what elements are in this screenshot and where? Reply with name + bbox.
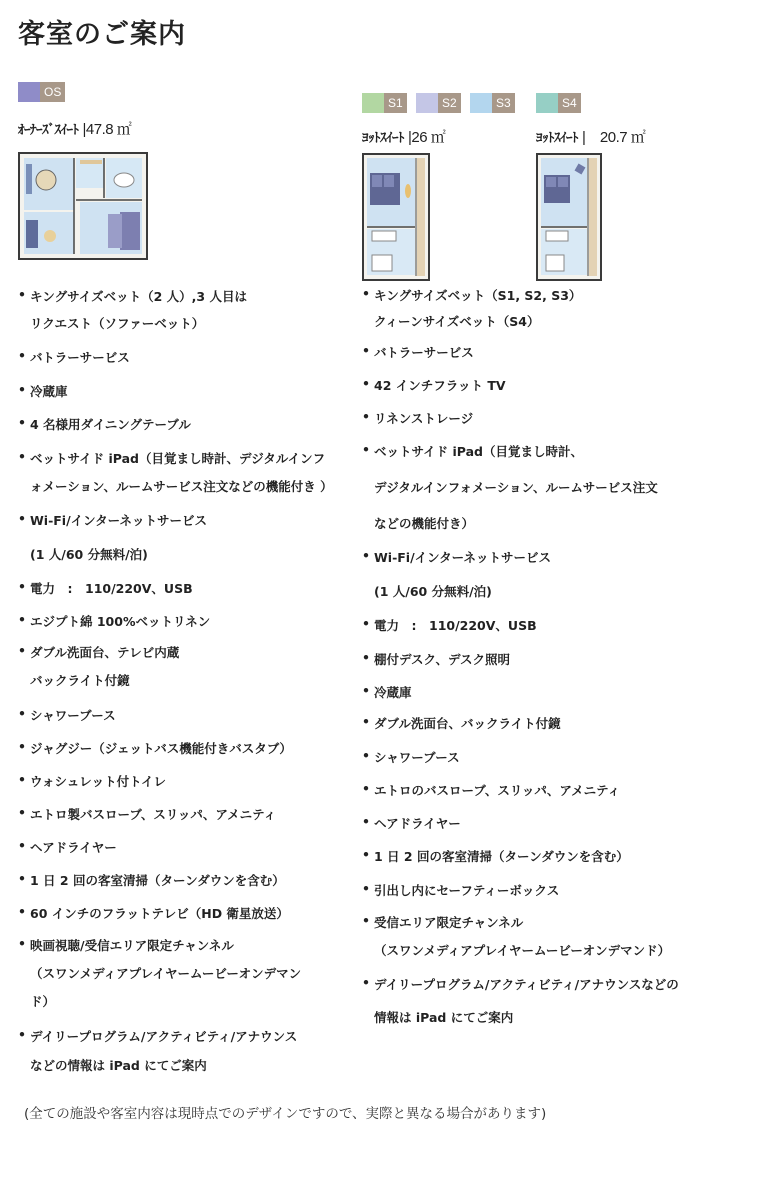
feature-text: 1 日 2 回の客室清掃（ターンダウンを含む） <box>30 873 285 888</box>
feature-text: Wi-Fi/インターネットサービス <box>374 550 552 565</box>
feature-text: Wi-Fi/インターネットサービス <box>30 513 208 528</box>
feature-text: エトロ製バスローブ、スリッパ、アメニティ <box>30 807 277 822</box>
bullet: • <box>18 449 26 464</box>
feature-text: 電力 : 110/220V、USB <box>374 618 537 633</box>
floor-plan-yacht-suite-b <box>536 153 602 281</box>
feature-text: キングサイズベット（2 人）,3 人目は <box>30 289 247 304</box>
feature-text: ベットサイド iPad（目覚まし時計、デジタルインフ <box>30 451 326 466</box>
feature-text: （スワンメディアプレイヤームービーオンデマン <box>30 966 302 981</box>
room-code: S1 <box>384 93 407 113</box>
room-name-label: ﾖｯﾄｽｲｰﾄ <box>362 131 404 146</box>
feature-text: ヘアドライヤー <box>30 840 117 855</box>
feature-text: 引出し内にセーフティーボックス <box>374 883 560 898</box>
bullet: • <box>18 415 26 430</box>
bullet: • <box>362 975 370 990</box>
color-swatch <box>470 93 492 113</box>
color-swatch <box>18 82 40 102</box>
bullet: • <box>362 913 370 928</box>
bullet: • <box>362 409 370 424</box>
feature-text: (1 人/60 分無料/泊) <box>30 547 148 562</box>
feature-text: シャワーブース <box>30 708 116 723</box>
feature-text: (1 人/60 分無料/泊) <box>374 584 492 599</box>
feature-text: デイリープログラム/アクティビティ/アナウンスなどの <box>374 977 679 992</box>
feature-text: キングサイズベット（S1, S2, S3） <box>374 288 582 303</box>
feature-text: ウォシュレット付トイレ <box>30 774 167 789</box>
feature-text: 映画視聴/受信エリア限定チャンネル <box>30 938 234 953</box>
bullet: • <box>18 579 26 594</box>
room-name-label: ｵｰﾅｰｽﾞｽｲｰﾄ <box>18 123 79 138</box>
feature-text: などの情報は iPad にてご案内 <box>30 1058 207 1073</box>
feature-text: バトラーサービス <box>30 350 130 365</box>
feature-text: 棚付デスク、デスク照明 <box>374 652 511 667</box>
feature-text: ベットサイド iPad（目覚まし時計、 <box>374 444 583 459</box>
feature-text: 情報は iPad にてご案内 <box>374 1010 514 1025</box>
bullet: • <box>362 748 370 763</box>
room-code: S2 <box>438 93 461 113</box>
room-name-label: ﾖｯﾄｽｲｰﾄ <box>536 131 578 146</box>
bullet: • <box>18 805 26 820</box>
feature-text: 42 インチフラット TV <box>374 378 506 393</box>
feature-text: 冷蔵庫 <box>374 685 412 700</box>
feature-text: （スワンメディアプレイヤームービーオンデマンド） <box>374 943 671 958</box>
feature-text: ダブル洗面台、バックライト付鏡 <box>374 716 561 731</box>
feature-text: 電力 : 110/220V、USB <box>30 581 193 596</box>
feature-text: ヘアドライヤー <box>374 816 461 831</box>
bullet: • <box>18 382 26 397</box>
feature-text: リクエスト（ソファーベット） <box>30 316 205 331</box>
bullet: • <box>362 683 370 698</box>
color-swatch <box>416 93 438 113</box>
feature-text: デイリープログラム/アクティビティ/アナウンス <box>30 1029 298 1044</box>
room-code: OS <box>40 82 65 102</box>
room-code-tag-s1 <box>362 93 407 113</box>
floor-plan-owners-suite <box>18 152 148 260</box>
bullet: • <box>18 904 26 919</box>
feature-text: などの機能付き） <box>374 516 475 531</box>
feature-text: ォメーション、ルームサービス注文などの機能付き ） <box>30 479 333 494</box>
bullet: • <box>362 442 370 457</box>
color-swatch <box>362 93 384 113</box>
bullet: • <box>362 881 370 896</box>
bullet: • <box>362 714 370 729</box>
room-name-yacht-suite-a <box>362 126 445 147</box>
room-code: S3 <box>492 93 515 113</box>
bullet: • <box>18 936 26 951</box>
feature-text: シャワーブース <box>374 750 460 765</box>
feature-text: バトラーサービス <box>374 345 474 360</box>
room-code: S4 <box>558 93 581 113</box>
room-code-tag-s2 <box>416 93 461 113</box>
feature-text: ド） <box>30 994 56 1009</box>
bullet: • <box>362 814 370 829</box>
bullet: • <box>362 847 370 862</box>
bullet: • <box>362 616 370 631</box>
bullet: • <box>18 287 26 302</box>
bullet: • <box>18 612 26 627</box>
bullet: • <box>362 548 370 563</box>
floor-plan-yacht-suite-a <box>362 153 430 281</box>
bullet: • <box>18 871 26 886</box>
room-name-owners-suite <box>18 118 131 139</box>
bullet: • <box>18 511 26 526</box>
feature-text: デジタルインフォメーション、ルームサービス注文 <box>374 480 658 495</box>
feature-text: 受信エリア限定チャンネル <box>374 915 524 930</box>
feature-text: 冷蔵庫 <box>30 384 68 399</box>
room-code-tag-s4 <box>536 93 581 113</box>
bullet: • <box>18 838 26 853</box>
feature-text: エトロのバスローブ、スリッパ、アメニティ <box>374 783 621 798</box>
bullet: • <box>18 739 26 754</box>
bullet: • <box>362 376 370 391</box>
feature-text: 4 名様用ダイニングテーブル <box>30 417 191 432</box>
bullet: • <box>18 706 26 721</box>
feature-text: ジャグジー（ジェットバス機能付きバスタブ） <box>30 741 292 756</box>
room-area: |26 ㎡ <box>408 129 446 146</box>
feature-text: エジプト綿 100%ベットリネン <box>30 614 211 629</box>
color-swatch <box>536 93 558 113</box>
feature-text: クィーンサイズベット（S4） <box>374 314 540 329</box>
room-area: | 20.7 ㎡ <box>582 129 646 146</box>
room-area: |47.8 ㎡ <box>82 121 132 138</box>
bullet: • <box>18 1027 26 1042</box>
bullet: • <box>362 286 370 301</box>
bullet: • <box>362 781 370 796</box>
footnote: (全ての施設や客室内容は現時点でのデザインですので、実際と異なる場合があります) <box>24 1106 547 1122</box>
room-code-tag-os <box>18 82 65 102</box>
bullet: • <box>18 772 26 787</box>
feature-text: バックライト付鏡 <box>30 673 130 688</box>
room-name-yacht-suite-b <box>536 126 645 147</box>
room-code-tag-s3 <box>470 93 515 113</box>
feature-text: 1 日 2 回の客室清掃（ターンダウンを含む） <box>374 849 629 864</box>
bullet: • <box>362 343 370 358</box>
bullet: • <box>18 643 26 658</box>
bullet: • <box>18 348 26 363</box>
feature-text: ダブル洗面台、テレビ内蔵 <box>30 645 180 660</box>
page-title: 客室のご案内 <box>18 19 186 50</box>
feature-text: リネンストレージ <box>374 411 474 426</box>
bullet: • <box>362 650 370 665</box>
feature-text: 60 インチのフラットテレビ（HD 衛星放送） <box>30 906 289 921</box>
